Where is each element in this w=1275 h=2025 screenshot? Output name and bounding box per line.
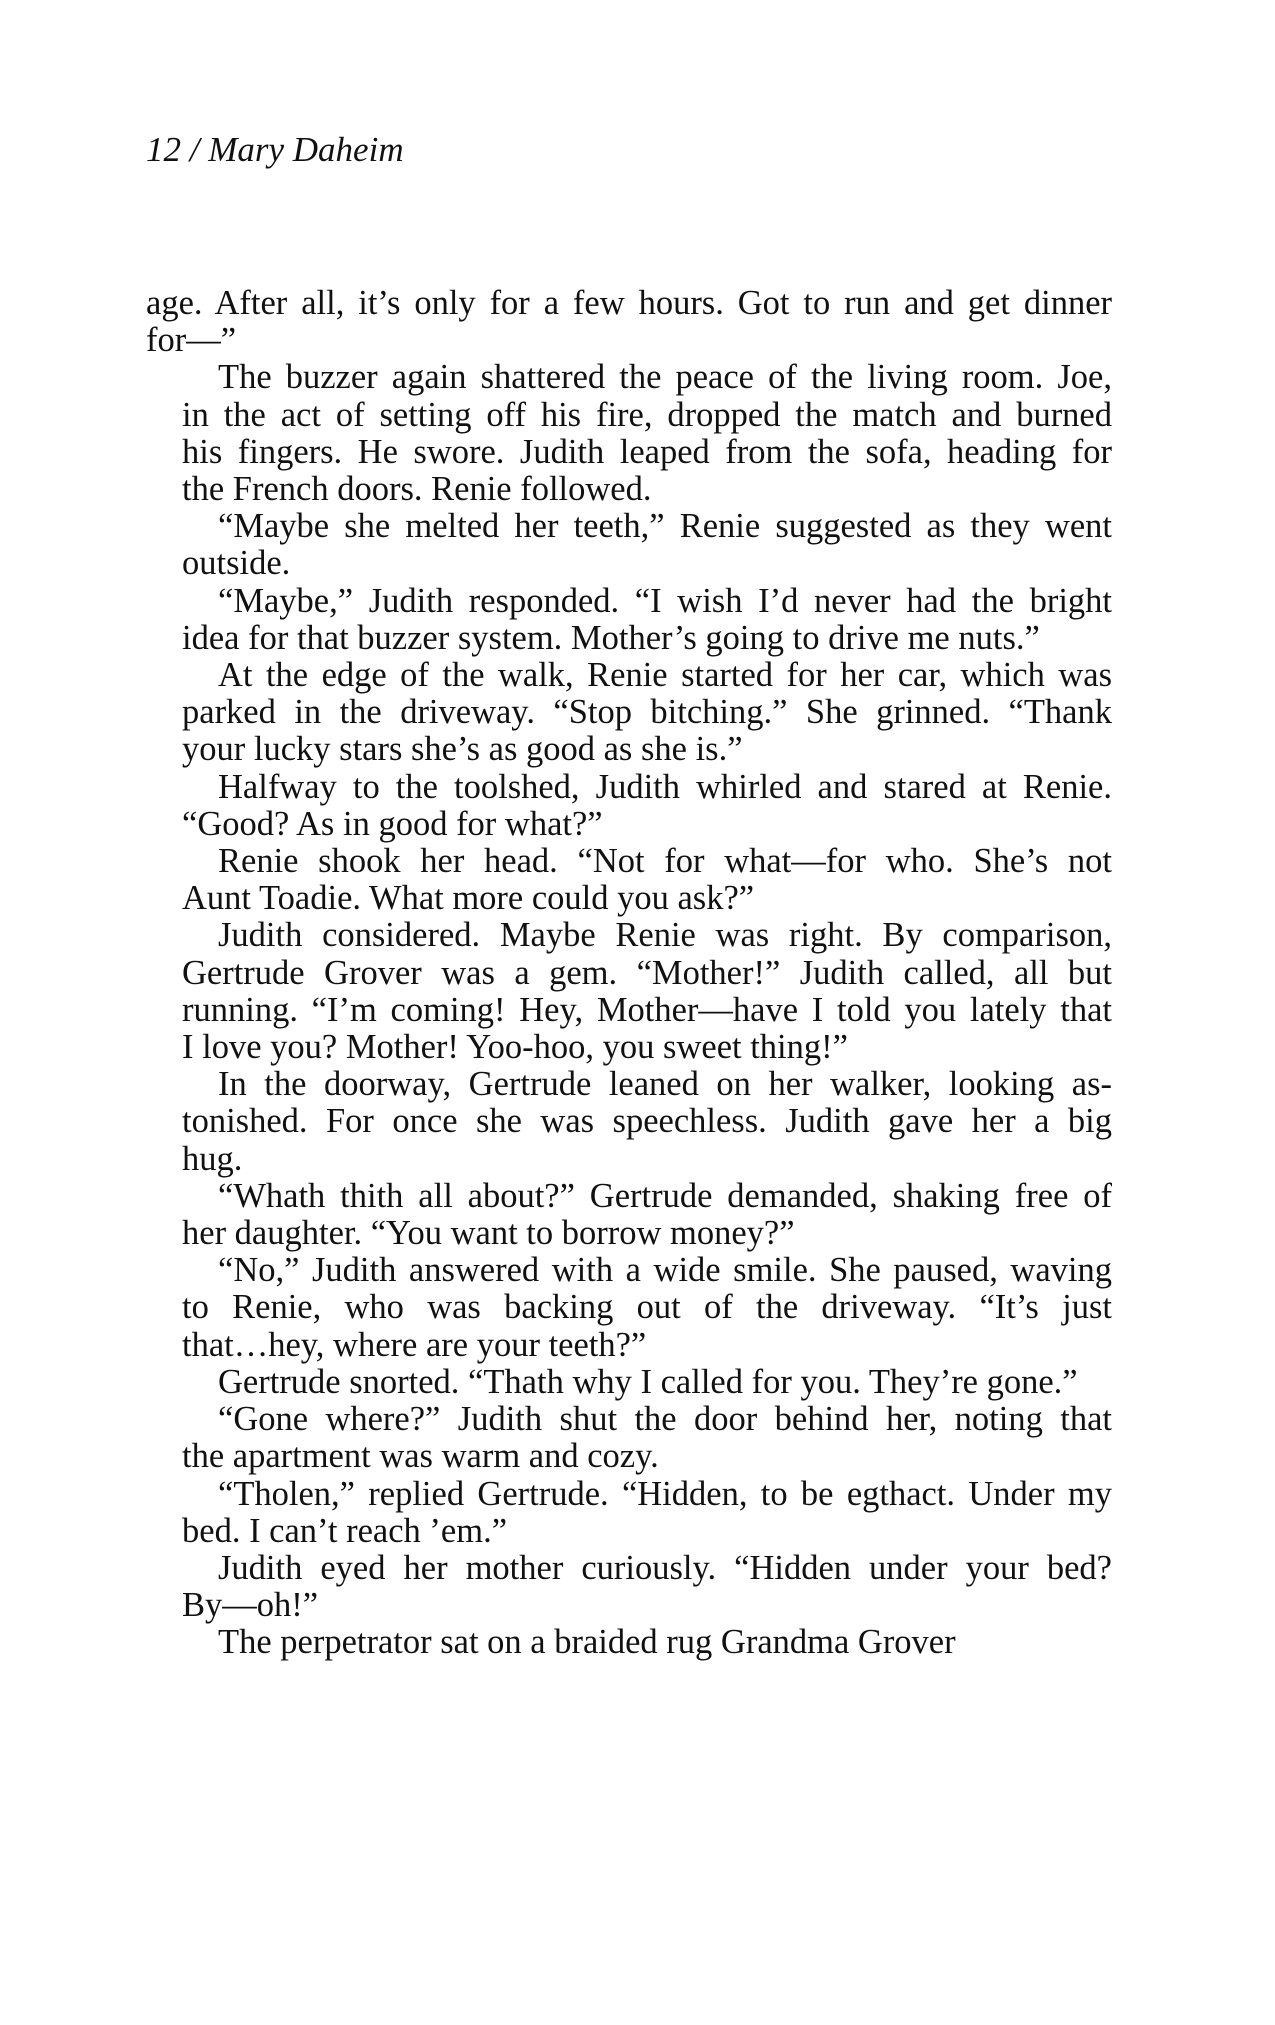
paragraph — [146, 1066, 1112, 1178]
text-line: the apartment was warm and cozy. — [182, 1437, 659, 1476]
text-line: that…hey, where are your teeth?” — [182, 1325, 647, 1364]
text-line: Judith eyed her mother curiously. “Hidden under your bed? — [218, 1548, 1112, 1587]
paragraph — [146, 583, 1112, 657]
text-line: for—” — [146, 321, 237, 360]
paragraph — [146, 1476, 1112, 1550]
text-line: to Renie, who was backing out of the driveway. “It’s just — [182, 1288, 1112, 1327]
text-line: By—oh!” — [182, 1586, 319, 1625]
text-line: At the edge of the walk, Renie started for her car, which was — [218, 656, 1112, 695]
text-line: his fingers. He swore. Judith leaped from the sofa, heading for — [182, 432, 1112, 471]
text-line: “Gone where?” Judith shut the door behind her, noting that — [218, 1400, 1112, 1439]
running-head: 12 / Mary Daheim — [146, 130, 404, 169]
paragraph — [146, 1624, 1112, 1661]
text-line: “No,” Judith answered with a wide smile. She paused, waving — [218, 1251, 1112, 1290]
paragraph — [146, 1178, 1112, 1252]
text-line: idea for that buzzer system. Mother’s going to drive me nuts.” — [182, 618, 1040, 657]
paragraph — [146, 843, 1112, 917]
text-line: in the act of setting off his fire, dropped the match and burned — [182, 395, 1112, 434]
text-line: In the doorway, Gertrude leaned on her walker, looking as- — [218, 1065, 1112, 1104]
paragraph — [146, 917, 1112, 1066]
text-line: I love you? Mother! Yoo-hoo, you sweet thing!” — [182, 1028, 848, 1067]
paragraph — [146, 359, 1112, 508]
paragraph — [146, 1252, 1112, 1364]
text-line: Judith considered. Maybe Renie was right. By comparison, — [218, 916, 1112, 955]
text-line: “Maybe she melted her teeth,” Renie suggested as they went — [218, 507, 1112, 546]
text-line: Gertrude snorted. “Thath why I called for you. They’re gone.” — [218, 1362, 1078, 1401]
text-line: Aunt Toadie. What more could you ask?” — [182, 879, 755, 918]
text-line: The buzzer again shattered the peace of the living room. Joe, — [218, 358, 1112, 397]
paragraph — [146, 769, 1112, 843]
text-line: “Whath thith all about?” Gertrude demanded, shaking free of — [218, 1176, 1112, 1215]
text-line: the French doors. Renie followed. — [182, 470, 652, 509]
text-line: age. After all, it’s only for a few hours. Got to run and get dinner — [146, 284, 1112, 322]
text-line: tonished. For once she was speechless. Judith gave her a big — [182, 1102, 1112, 1141]
text-line: “Good? As in good for what?” — [182, 804, 603, 843]
paragraph — [146, 1364, 1112, 1401]
paragraph — [146, 508, 1112, 582]
paragraph — [146, 657, 1112, 769]
paragraph — [146, 1401, 1112, 1475]
text-line: your lucky stars she’s as good as she is.” — [182, 730, 743, 769]
text-line: parked in the driveway. “Stop bitching.” She grinned. “Thank — [182, 693, 1112, 732]
text-line: “Tholen,” replied Gertrude. “Hidden, to be egthact. Under my — [218, 1474, 1112, 1513]
body-text — [146, 285, 1112, 1662]
text-line: outside. — [182, 544, 291, 583]
paragraph — [146, 285, 1112, 359]
text-line: Halfway to the toolshed, Judith whirled and stared at Renie. — [218, 767, 1112, 806]
text-line: Gertrude Grover was a gem. “Mother!” Judith called, all but — [182, 953, 1112, 992]
text-line: The perpetrator sat on a braided rug Grandma Grover — [218, 1623, 956, 1662]
text-line: Renie shook her head. “Not for what—for who. She’s not — [218, 842, 1112, 881]
text-line: “Maybe,” Judith responded. “I wish I’d never had the bright — [218, 581, 1112, 620]
text-line: hug. — [182, 1139, 243, 1178]
text-line: bed. I can’t reach ’em.” — [182, 1511, 508, 1550]
text-line: her daughter. “You want to borrow money?” — [182, 1214, 795, 1253]
paragraph — [146, 1550, 1112, 1624]
text-line: running. “I’m coming! Hey, Mother—have I told you lately that — [182, 990, 1112, 1029]
